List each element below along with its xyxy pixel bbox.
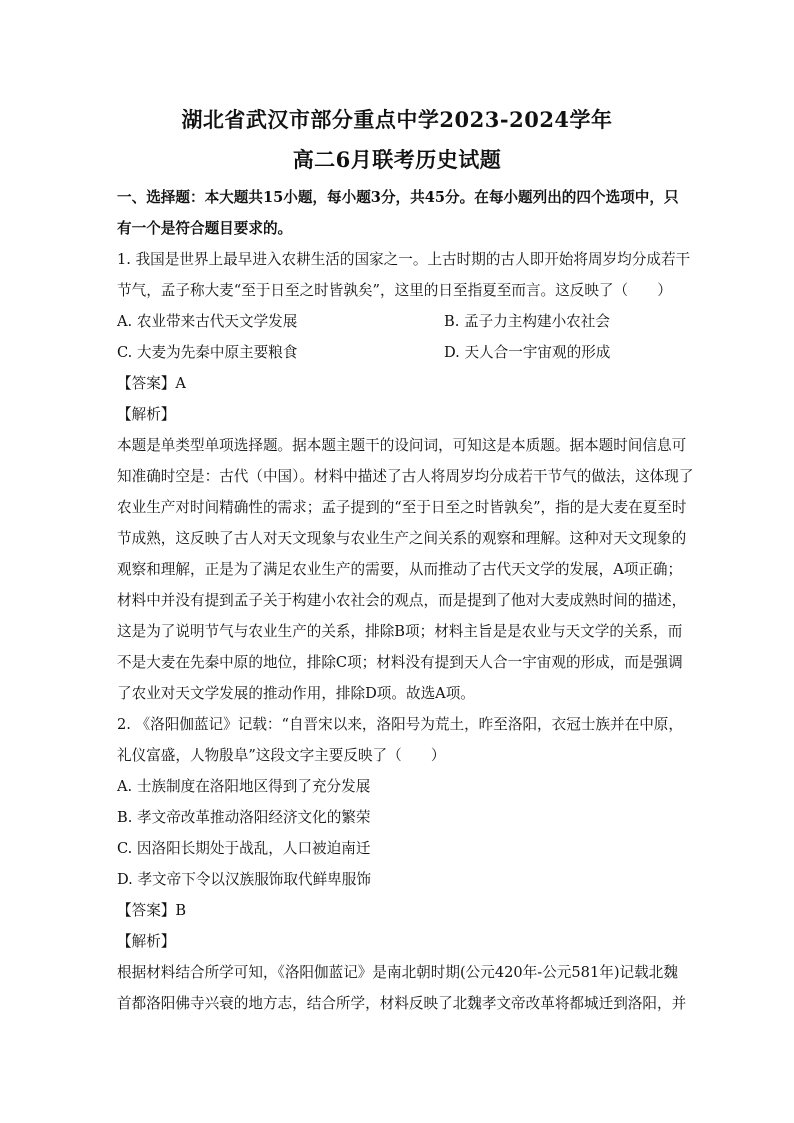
section-header-line-1: 一、选择题：本大题共15小题，每小题3分，共45分。在每小题列出的四个选项中，只	[117, 189, 679, 206]
q2-option-d: D. 孝文帝下令以汉族服饰取代鲜卑服饰	[117, 871, 371, 888]
q2-analysis-line: 首都洛阳佛寺兴衰的地方志，结合所学，材料反映了北魏孝文帝改革将都城迁到洛阳，并	[117, 995, 687, 1012]
q1-analysis-line: 农业生产对时间精确性的需求；孟子提到的“至于日至之时皆孰矣”，指的是大麦在夏至时	[117, 499, 687, 516]
q1-analysis-line: 节成熟，这反映了古人对天文现象与农业生产之间关系的观察和理解。这种对天文现象的	[117, 530, 687, 547]
q2-analysis-line: 根据材料结合所学可知，《洛阳伽蓝记》是南北朝时期(公元420年-公元581年)记载北魏	[117, 964, 678, 981]
q2-stem-line-2: 礼仪富盛，人物殷阜”这段文字主要反映了（ ）	[117, 747, 446, 764]
section-header-line-2: 有一个是符合题目要求的。	[117, 220, 293, 237]
q1-option-b: B. 孟子力主构建小农社会	[444, 313, 610, 330]
q1-analysis-line: 了农业对天文学发展的推动作用，排除D项。故选A项。	[117, 685, 475, 702]
q2-stem-line-1: 2. 《洛阳伽蓝记》记载：“自晋宋以来，洛阳号为荒土，昨至洛阳，衣冠士族并在中原，	[117, 716, 683, 733]
q1-analysis-line: 观察和理解，正是为了满足农业生产的需要，从而推动了古代天文学的发展，A项正确；	[117, 561, 683, 578]
q2-answer: 【答案】B	[117, 902, 187, 919]
doc-title-line-1: 湖北省武汉市部分重点中学2023-2024学年	[181, 107, 613, 132]
doc-title-line-2: 高二6月联考历史试题	[292, 147, 502, 172]
q1-analysis-line: 知准确时空是：古代（中国）。材料中描述了古人将周岁均分成若干节气的做法，这体现了	[117, 468, 694, 485]
q1-answer: 【答案】A	[117, 375, 186, 392]
q1-analysis-line: 这是为了说明节气与农业生产的关系，排除B项；材料主旨是是农业与天文学的关系，而	[117, 623, 683, 640]
q1-analysis-line: 不是大麦在先秦中原的地位，排除C项；材料没有提到天人合一宇宙观的形成，而是强调	[117, 654, 683, 671]
q1-option-d: D. 天人合一宇宙观的形成	[444, 344, 611, 361]
q1-analysis-label: 【解析】	[117, 406, 176, 423]
q1-analysis-line: 材料中并没有提到孟子关于构建小农社会的观点，而是提到了他对大麦成熟时间的描述，	[117, 592, 687, 609]
q2-option-c: C. 因洛阳长期处于战乱，人口被迫南迁	[117, 840, 371, 857]
q1-analysis-line: 本题是单类型单项选择题。据本题主题干的设问词，可知这是本质题。据本题时间信息可	[117, 437, 687, 454]
q1-option-a: A. 农业带来古代天文学发展	[117, 313, 298, 330]
q2-option-a: A. 士族制度在洛阳地区得到了充分发展	[117, 778, 371, 795]
q1-stem-line-2: 节气，孟子称大麦“至于日至之时皆孰矣”，这里的日至指夏至而言。这反映了（ ）	[117, 282, 672, 299]
q2-option-b: B. 孝文帝改革推动洛阳经济文化的繁荣	[117, 809, 371, 826]
q1-option-c: C. 大麦为先秦中原主要粮食	[117, 344, 298, 361]
q1-stem-line-1: 1. 我国是世界上最早进入农耕生活的国家之一。上古时期的古人即开始将周岁均分成若干	[117, 251, 691, 268]
q2-analysis-label: 【解析】	[117, 933, 176, 950]
